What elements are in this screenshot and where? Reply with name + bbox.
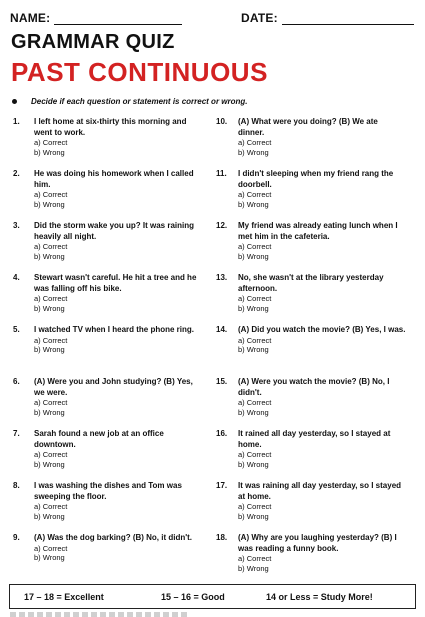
question-stem: My friend was already eating lunch when I met him in the cafeteria.	[238, 221, 398, 241]
question-number: 6.	[13, 377, 20, 386]
question-stem: I left home at six-thirty this morning and went to work.	[34, 117, 187, 137]
bullet-icon	[12, 99, 17, 104]
option-wrong[interactable]: b) Wrong	[34, 459, 65, 469]
option-correct[interactable]: a) Correct	[34, 335, 68, 345]
option-wrong[interactable]: b) Wrong	[34, 553, 65, 562]
question-number: 2.	[13, 169, 20, 178]
topic-title: PAST CONTINUOUS	[11, 57, 268, 87]
option-wrong[interactable]: b) Wrong	[238, 345, 269, 354]
option-wrong[interactable]: b) Wrong	[238, 199, 269, 209]
option-correct[interactable]: a) Correct	[238, 554, 272, 563]
option-wrong[interactable]: b) Wrong	[238, 147, 269, 157]
question-number: 15.	[216, 377, 228, 386]
question-number: 4.	[13, 273, 20, 282]
question-stem: (A) Were you watch the movie? (B) No, I didn't.	[238, 377, 390, 397]
question-14	[216, 325, 406, 355]
option-wrong[interactable]: b) Wrong	[34, 407, 65, 417]
question-stem: (A) What were you doing? (B) We ate dinner.	[238, 117, 378, 137]
option-wrong[interactable]: b) Wrong	[238, 459, 269, 469]
question-number: 3.	[13, 221, 20, 230]
question-number: 1.	[13, 117, 20, 126]
option-wrong[interactable]: b) Wrong	[238, 251, 269, 261]
option-correct[interactable]: a) Correct	[34, 543, 68, 553]
date-blank-line[interactable]	[282, 13, 414, 25]
question-stem: (A) Was the dog barking? (B) No, it didn't.	[34, 533, 193, 542]
option-correct[interactable]: a) Correct	[238, 502, 272, 511]
option-correct[interactable]: a) Correct	[238, 294, 272, 303]
option-correct[interactable]: a) Correct	[34, 190, 68, 199]
option-correct[interactable]: a) Correct	[34, 502, 68, 511]
question-number: 11.	[216, 169, 227, 178]
question-6	[13, 377, 203, 417]
score-excellent: 17 – 18 = Excellent	[24, 592, 104, 602]
question-stem: I didn't sleeping when my friend rang the doorbell.	[238, 169, 394, 189]
option-correct[interactable]: a) Correct	[238, 190, 272, 199]
date-label: DATE:	[241, 11, 278, 25]
option-correct[interactable]: a) Correct	[34, 242, 68, 251]
question-number: 13.	[216, 273, 228, 282]
option-correct[interactable]: a) Correct	[34, 138, 68, 147]
question-stem: (A) Were you and John studying? (B) Yes, we were.	[34, 377, 193, 397]
score-good: 15 – 16 = Good	[161, 592, 225, 602]
question-stem: It rained all day yesterday, so I stayed at home.	[238, 429, 391, 449]
question-11	[216, 169, 406, 209]
question-5	[13, 325, 203, 355]
option-correct[interactable]: a) Correct	[238, 398, 272, 407]
question-stem: I was washing the dishes and Tom was sweeping the floor.	[34, 481, 182, 501]
question-17	[216, 481, 406, 521]
footer-cutoff-text	[10, 612, 190, 617]
option-correct[interactable]: a) Correct	[34, 294, 68, 303]
score-study-more: 14 or Less = Study More!	[266, 592, 373, 602]
question-stem: It was raining all day yesterday, so I stayed at home.	[238, 481, 402, 501]
question-2	[13, 169, 203, 209]
option-wrong[interactable]: b) Wrong	[34, 147, 65, 157]
question-stem: No, she wasn't at the library yesterday afternoon.	[238, 273, 384, 293]
option-wrong[interactable]: b) Wrong	[238, 563, 269, 573]
question-number: 5.	[13, 325, 20, 334]
question-13	[216, 273, 406, 313]
option-wrong[interactable]: b) Wrong	[34, 251, 65, 261]
question-7	[13, 429, 203, 469]
question-number: 12.	[216, 221, 228, 230]
option-wrong[interactable]: b) Wrong	[238, 407, 269, 417]
question-16	[216, 429, 406, 469]
name-blank-line[interactable]	[54, 13, 182, 25]
question-18	[216, 533, 406, 573]
quiz-title: GRAMMAR QUIZ	[11, 31, 175, 53]
option-correct[interactable]: a) Correct	[238, 335, 272, 345]
option-wrong[interactable]: b) Wrong	[238, 511, 269, 521]
question-number: 18.	[216, 533, 228, 542]
question-number: 7.	[13, 429, 20, 438]
option-correct[interactable]: a) Correct	[238, 242, 272, 251]
option-correct[interactable]: a) Correct	[34, 450, 68, 459]
question-stem: (A) Why are you laughing yesterday? (B) I was reading a funny book.	[238, 533, 397, 553]
question-number: 17.	[216, 481, 228, 490]
question-stem: (A) Did you watch the movie? (B) Yes, I was.	[238, 325, 406, 334]
option-wrong[interactable]: b) Wrong	[34, 345, 65, 354]
question-12	[216, 221, 406, 261]
option-correct[interactable]: a) Correct	[34, 398, 68, 407]
question-3	[13, 221, 203, 261]
question-number: 9.	[13, 533, 20, 542]
score-key	[9, 584, 416, 609]
option-correct[interactable]: a) Correct	[238, 450, 272, 459]
date-field[interactable]	[241, 11, 414, 25]
question-8	[13, 481, 203, 521]
question-10	[216, 117, 406, 157]
question-stem: Stewart wasn't careful. He hit a tree and he was falling off his bike.	[34, 273, 197, 293]
name-label: NAME:	[10, 11, 51, 25]
question-stem: Did the storm wake you up? It was raining heavily all night.	[34, 221, 195, 241]
question-number: 10.	[216, 117, 228, 126]
question-number: 16.	[216, 429, 228, 438]
name-field[interactable]	[10, 11, 182, 25]
question-number: 14.	[216, 325, 228, 334]
question-9	[13, 533, 203, 563]
instruction	[12, 97, 248, 106]
question-stem: I watched TV when I heard the phone ring.	[34, 325, 195, 334]
question-stem: Sarah found a new job at an office downtown.	[34, 429, 164, 449]
option-correct[interactable]: a) Correct	[238, 138, 272, 147]
question-number: 8.	[13, 481, 20, 490]
question-4	[13, 273, 203, 313]
option-wrong[interactable]: b) Wrong	[34, 199, 65, 209]
option-wrong[interactable]: b) Wrong	[238, 303, 269, 313]
question-stem: He was doing his homework when I called him.	[34, 169, 194, 189]
option-wrong[interactable]: b) Wrong	[34, 303, 65, 313]
option-wrong[interactable]: b) Wrong	[34, 511, 65, 521]
instruction-text: Decide if each question or statement is correct or wrong.	[31, 97, 248, 106]
question-15	[216, 377, 406, 417]
question-1	[13, 117, 203, 157]
